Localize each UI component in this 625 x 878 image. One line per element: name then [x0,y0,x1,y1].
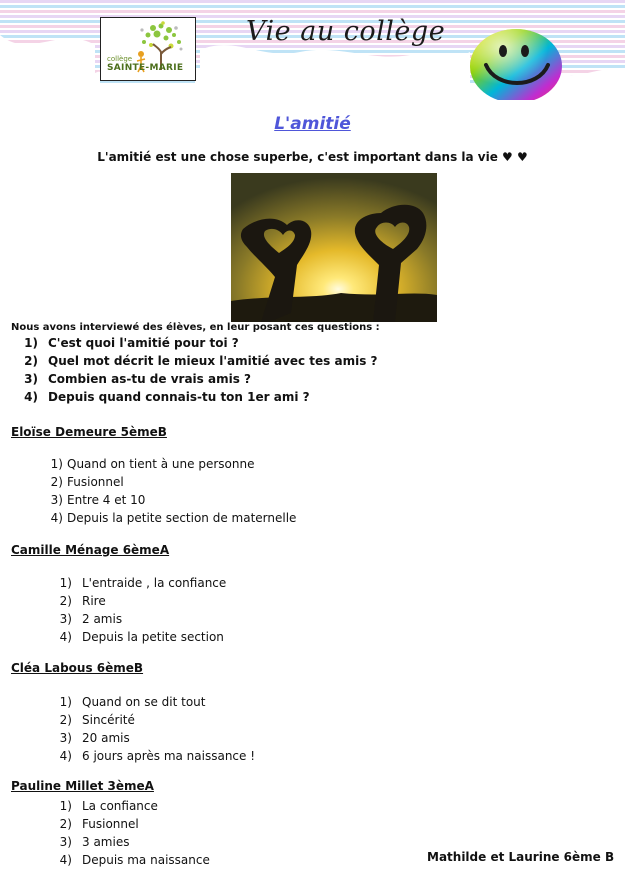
question-intro: Nous avons interviewé des élèves, en leur posant ces questions : [11,322,380,333]
article-title: L'amitié [274,114,351,134]
list-item: 4) Depuis la petite section [59,630,224,644]
list-item: 3) 3 amies [59,835,130,849]
question-list [10,334,377,406]
list-item: 1) Quand on tient à une personne [50,457,255,471]
banner-title: Vie au collège [246,16,446,47]
list-item: 2) Quel mot décrit le mieux l'amitié avec tes amis ? [24,354,378,368]
header-banner [0,0,625,100]
answer-list [44,574,226,646]
logo-school-name: SAINTE-MARIE [107,63,184,73]
answer-list [44,797,210,869]
heart-hands-sunset-photo [231,173,437,322]
list-item: 2) Fusionnel [50,475,124,489]
college-logo [100,17,196,81]
list-item: 1) L'entraide , la confiance [59,576,227,590]
list-item: 1) Quand on se dit tout [59,695,206,709]
list-item: 2) Fusionnel [59,817,139,831]
list-item: 4) Depuis la petite section de maternelle [50,511,297,525]
list-item: 4) Depuis ma naissance [59,853,210,867]
article-intro: L'amitié est une chose superbe, c'est important dans la vie ♥ ♥ [97,150,528,164]
list-item: 4) 6 jours après ma naissance ! [59,749,256,763]
list-item: 3) Entre 4 et 10 [50,493,146,507]
list-item: 1) La confiance [59,799,158,813]
list-item: 4) Depuis quand connais-tu ton 1er ami ? [24,390,310,404]
list-item: 3) 2 amis [59,612,123,626]
list-item: 2) Sincérité [59,713,135,727]
answer-list [49,455,296,527]
interviewee-name: Pauline Millet 3èmeA [11,779,154,793]
interviewee-name: Cléa Labous 6èmeB [11,661,144,675]
list-item: 1) C'est quoi l'amitié pour toi ? [24,336,239,350]
list-item: 3) 20 amis [59,731,130,745]
list-item: 2) Rire [59,594,106,608]
answer-list [44,693,255,765]
list-item: 3) Combien as-tu de vrais amis ? [24,372,251,386]
interviewee-name: Eloïse Demeure 5èmeB [11,425,167,439]
logo-college-word: collège [107,55,133,63]
smiley-face-icon [468,27,564,100]
author-credit: Mathilde et Laurine 6ème B [427,850,615,864]
interviewee-name: Camille Ménage 6èmeA [11,543,170,557]
